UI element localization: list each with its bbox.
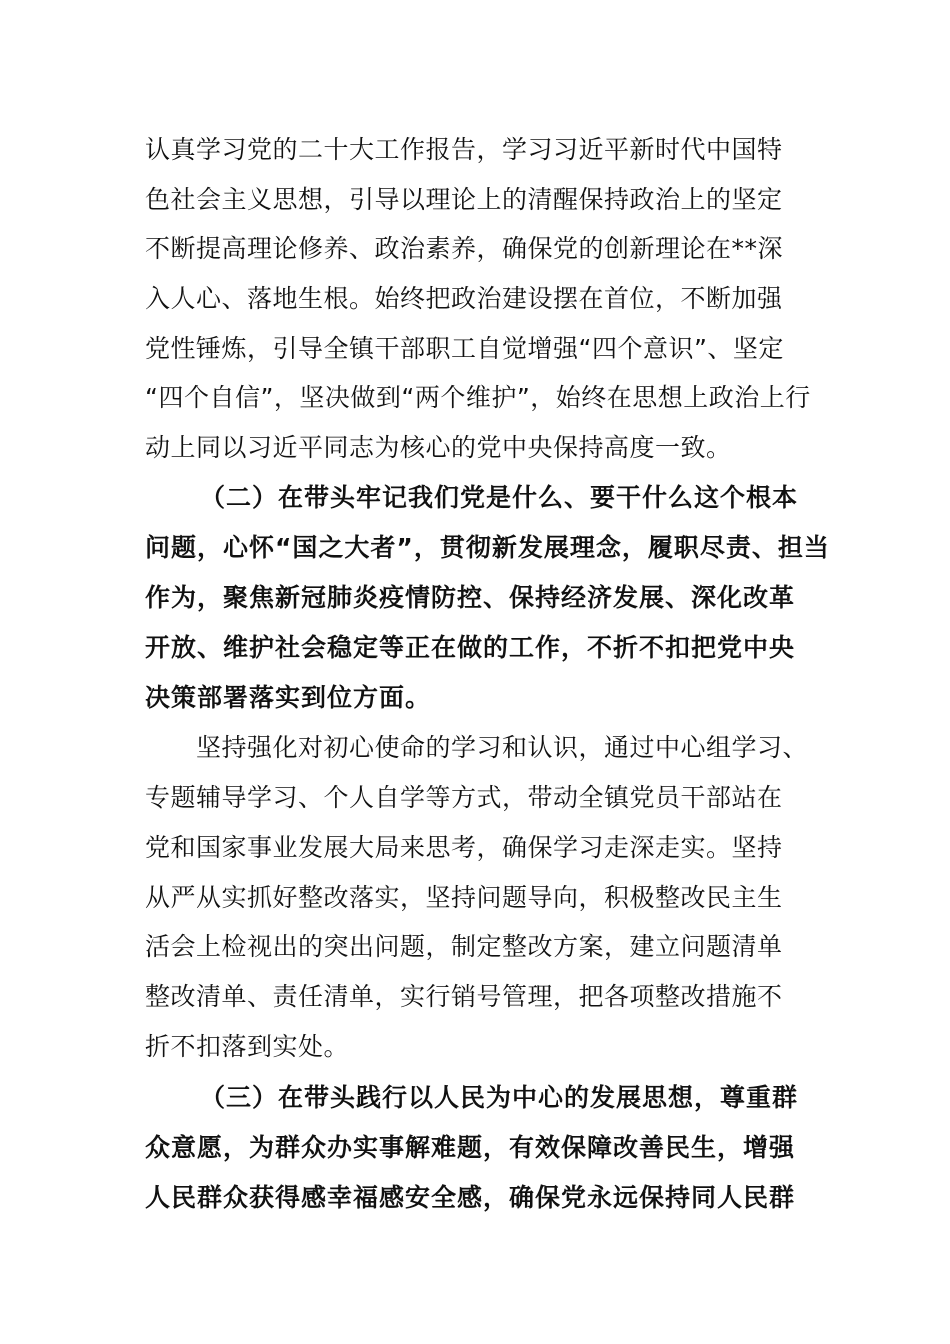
body-text-line: 活会上检视出的突出问题，制定整改方案，建立问题清单: [145, 932, 783, 961]
section-heading-line: 作为，聚焦新冠肺炎疫情防控、保持经济发展、深化改革: [145, 583, 796, 612]
body-text-line: 党和国家事业发展大局来思考，确保学习走深走实。坚持: [145, 833, 783, 862]
section-heading-line: （二）在带头牢记我们党是什么、要干什么这个根本: [200, 483, 799, 512]
body-text-line: 从严从实抓好整改落实，坚持问题导向，积极整改民主生: [145, 883, 783, 912]
section-heading-line: （三）在带头践行以人民为中心的发展思想，尊重群: [200, 1083, 799, 1112]
section-heading-line: 开放、维护社会稳定等正在做的工作，不折不扣把党中央: [145, 633, 796, 662]
body-text-line: 整改清单、责任清单，实行销号管理，把各项整改措施不: [145, 982, 783, 1011]
body-text-line: 党性锤炼，引导全镇干部职工自觉增强“四个意识”、坚定: [145, 334, 784, 363]
body-text-line: 专题辅导学习、个人自学等方式，带动全镇党员干部站在: [145, 783, 783, 812]
body-text-line: 坚持强化对初心使命的学习和认识，通过中心组学习、: [196, 733, 809, 762]
body-text-line: 折不扣落到实处。: [145, 1032, 350, 1061]
section-heading-line: 问题，心怀“国之大者”，贯彻新发展理念，履职尽责、担当: [145, 533, 830, 562]
body-text-line: 认真学习党的二十大工作报告，学习习近平新时代中国特: [145, 135, 783, 164]
section-heading-line: 决策部署落实到位方面。: [145, 683, 432, 712]
body-text-line: “四个自信”，坚决做到“两个维护”，始终在思想上政治上行: [145, 383, 811, 412]
body-text-line: 色社会主义思想，引导以理论上的清醒保持政治上的坚定: [145, 185, 783, 214]
body-text-line: 不断提高理论修养、政治素养，确保党的创新理论在**深: [145, 234, 784, 263]
section-heading-line: 众意愿，为群众办实事解难题，有效保障改善民生，增强: [145, 1133, 796, 1162]
body-text-line: 动上同以习近平同志为核心的党中央保持高度一致。: [145, 433, 732, 462]
body-text-line: 入人心、落地生根。始终把政治建设摆在首位，不断加强: [145, 284, 783, 313]
section-heading-line: 人民群众获得感幸福感安全感，确保党永远保持同人民群: [145, 1183, 796, 1212]
